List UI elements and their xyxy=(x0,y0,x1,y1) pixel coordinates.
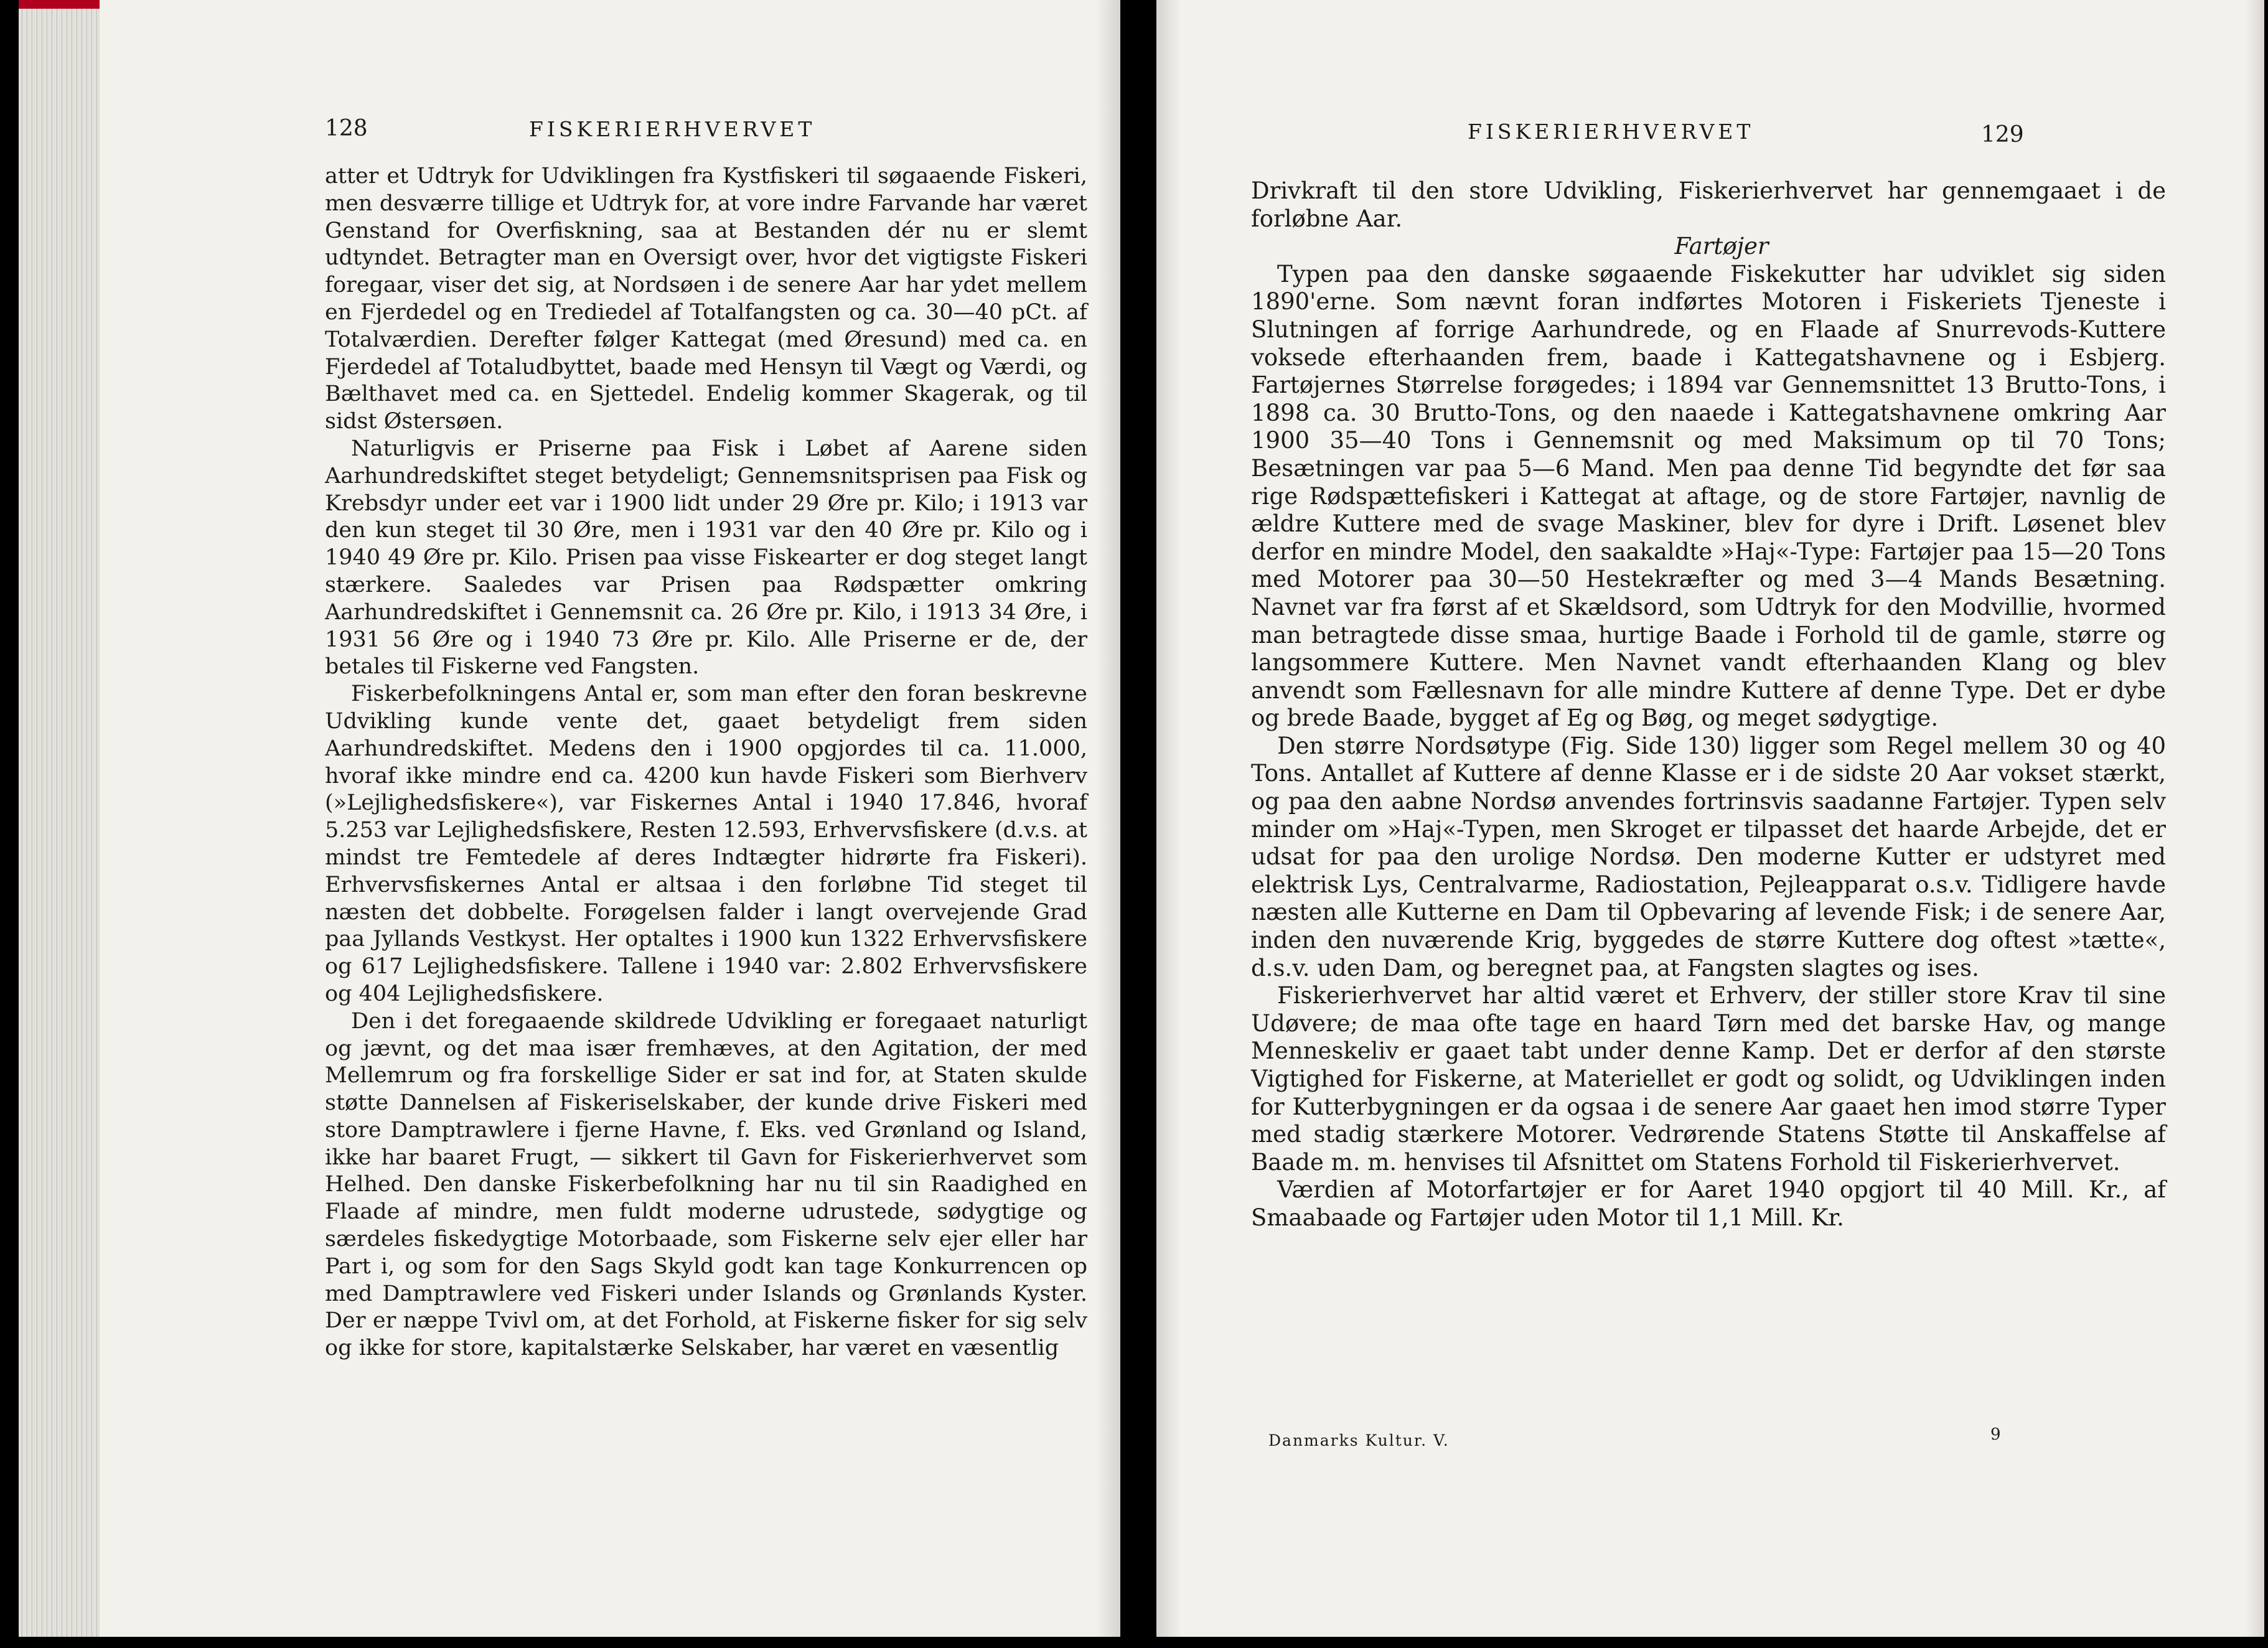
running-head: FISKERIERHVERVET xyxy=(529,117,816,141)
body-text xyxy=(1251,177,2166,1232)
gutter-shadow xyxy=(1095,0,1120,1637)
page-edges xyxy=(19,0,100,1637)
body-text xyxy=(325,163,1087,1362)
paragraph: Typen paa den danske søgaaende Fiskekutter har udviklet sig siden 1890'erne. Som nævnt foran indførtes Motoren i Fiskeriets Tjeneste i Slutningen af forrige Aarhundrede, og en Flaade af Snurrevods-Kuttere voksede efterhaanden frem, baade i Kattegatshavnene og i Esbjerg. Fartøjernes Størrelse forøgedes; i 1894 var Gennemsnittet 13 Brutto-Tons, i 1898 ca. 30 Brutto-Tons, og den naaede i Kattegatshavnene omkring Aar 1900 35—40 Tons i Gennemsnit og med Maksimum op til 70 Tons; Besætningen var paa 5—6 Mand. Men paa denne Tid begyndte det før saa rige Rødspættefiskeri i Kattegat at aftage, og de store Fartøjer, navnlig de ældre Kuttere med de svage Maskiner, blev for dyre i Drift. Løsenet blev derfor en mindre Model, den saakaldte »Haj«-Type: Fartøjer paa 15—20 Tons med Motorer paa 30—50 Hestekræfter og med 3—4 Mands Besætning. Navnet var fra først af et Skældsord, som Udtryk for den Modvillie, hvormed man betragtede disse smaa, hurtige Baade i Forhold til de gamle, større og langsommere Kuttere. Men Navnet vandt efterhaanden Klang og blev anvendt som Fællesnavn for alle mindre Kuttere af denne Type. Det er dybe og brede Baade, bygget af Eg og Bøg, og meget sødygtige. xyxy=(1251,260,2166,732)
paragraph: Naturligvis er Priserne paa Fisk i Løbet af Aarene siden Aarhundredskiftet steget betydeligt; Gennemsnitsprisen paa Fisk og Krebsdyr under eet var i 1900 lidt under 29 Øre pr. Kilo; i 1913 var den kun steget til 30 Øre, men i 1931 var den 40 Øre pr. Kilo og i 1940 49 Øre pr. Kilo. Prisen paa visse Fiskearter er dog steget langt stærkere. Saaledes var Prisen paa Rødspætter omkring Aarhundredskiftet i Gennemsnit ca. 26 Øre pr. Kilo, i 1913 34 Øre, i 1931 56 Øre og i 1940 73 Øre pr. Kilo. Alle Priserne er de, der betales til Fiskerne ved Fangsten. xyxy=(325,436,1087,680)
paragraph: Fiskerbefolkningens Antal er, som man efter den foran beskrevne Udvikling kunde vente det, gaaet betydeligt frem siden Aarhundredskiftet. Medens den i 1900 opgjordes til ca. 11.000, hvoraf ikke mindre end ca. 4200 kun havde Fiskeri som Bierhverv (»Lejlighedsfiskere«), var Fiskernes Antal i 1940 17.846, hvoraf 5.253 var Lejlighedsfiskere, Resten 12.593, Erhvervsfiskere (d.v.s. at mindst tre Femtedele af deres Indtægter hidrørte fra Fiskeri). Erhvervsfiskernes Antal er altsaa i den forløbne Tid steget til næsten det dobbelte. Forøgelsen falder i langt overvejende Grad paa Jyllands Vestkyst. Her optaltes i 1900 kun 1322 Erhvervsfiskere og 617 Lejlighedsfiskere. Tallene i 1940 var: 2.802 Erhvervsfiskere og 404 Lejlighedsfiskere. xyxy=(325,681,1087,1006)
page-number: 128 xyxy=(325,116,368,141)
page-edges xyxy=(2246,0,2264,1637)
running-head: FISKERIERHVERVET xyxy=(1468,119,1755,144)
paragraph: Fiskerierhvervet har altid været et Erhverv, der stiller store Krav til sine Udøvere; de maa ofte tage en haard Tørn med det barske Hav, og mange Menneskeliv er gaaet tabt under denne Kamp. Det er derfor af den største Vigtighed for Fiskerne, at Materiellet er godt og solidt, og Udviklingen inden for Kutterbygningen er da ogsaa i de senere Aar gaaet hen imod større Typer med stadig stærkere Motorer. Vedrørende Statens Støtte til Anskaffelse af Baade m. m. henvises til Afsnittet om Statens Forhold til Fiskerierhvervet. xyxy=(1251,982,2166,1176)
paragraph: Værdien af Motorfartøjer er for Aaret 1940 opgjort til 40 Mill. Kr., af Smaabaade og Fartøjer uden Motor til 1,1 Mill. Kr. xyxy=(1251,1176,2166,1231)
footer-signature: Danmarks Kultur. V. xyxy=(1268,1431,1450,1449)
signature-number: 9 xyxy=(1990,1425,2001,1444)
page-number: 129 xyxy=(1981,122,2024,147)
left-page xyxy=(19,0,1120,1637)
gutter-shadow xyxy=(1156,0,1181,1637)
paragraph: Den i det foregaaende skildrede Udvikling er foregaaet naturligt og jævnt, og det maa især fremhæves, at den Agitation, der med Mellemrum og fra forskellige Sider er sat ind for, at Staten skulde støtte Dannelsen af Fiskeriselskaber, der kunde drive Fiskeri med store Damptrawlere i fjerne Havne, f. Eks. ved Grønland og Island, ikke har baaret Frugt, — sikkert til Gavn for Fiskerierhvervet som Helhed. Den danske Fiskerbefolkning har nu til sin Raadighed en Flaade af mindre, men fuldt moderne udrustede, sødygtige og særdeles fiskedygtige Motorbaade, som Fiskerne selv ejer eller har Part i, og som for den Sags Skyld godt kan tage Konkurrencen op med Damptrawlere ved Fiskeri under Islands og Grønlands Kyster. Der er næppe Tvivl om, at det Forhold, at Fiskerne fisker for sig selv og ikke for store, kapitalstærke Selskaber, har været en væsentlig xyxy=(325,1008,1087,1361)
paragraph: Den større Nordsøtype (Fig. Side 130) ligger som Regel mellem 30 og 40 Tons. Antallet af Kuttere af denne Klasse er i de sidste 20 Aar vokset stærkt, og paa den aabne Nordsø anvendes fortrinsvis saadanne Fartøjer. Typen selv minder om »Haj«-Typen, men Skroget er tilpasset det haarde Arbejde, det er udsat for paa den urolige Nordsø. Den moderne Kutter er udstyret med elektrisk Lys, Centralvarme, Radiostation, Pejleapparat o.s.v. Tidligere havde næsten alle Kutterne en Dam til Opbevaring af levende Fisk; i de senere Aar, inden den nuværende Krig, byggedes de større Kuttere dog oftest »tætte«, d.s.v. uden Dam, og beregnet paa, at Fangsten slagtes og ises. xyxy=(1251,732,2166,981)
paragraph: atter et Udtryk for Udviklingen fra Kystfiskeri til søgaaende Fiskeri, men desværre tillige et Udtryk for, at vore indre Farvande har været Genstand for Overfiskning, saa at Bestanden dér nu er slemt udtyndet. Betragter man en Oversigt over, hvor det vigtigste Fiskeri foregaar, viser det sig, at Nordsøen i de senere Aar har ydet mellem en Fjerdedel og en Trediedel af Totalfangsten og ca. 30—40 pCt. af Totalværdien. Derefter følger Kattegat (med Øresund) med ca. en Fjerdedel af Totaludbyttet, baade med Hensyn til Vægt og Værdi, og Bælthavet med ca. en Sjettedel. Endelig kommer Skagerak, og til sidst Østersøen. xyxy=(325,164,1087,434)
section-heading: Fartøjer xyxy=(1674,233,1769,260)
right-page xyxy=(1156,0,2264,1637)
paragraph: Drivkraft til den store Udvikling, Fiskerierhvervet har gennemgaaet i de forløbne Aar. xyxy=(1251,177,2166,232)
